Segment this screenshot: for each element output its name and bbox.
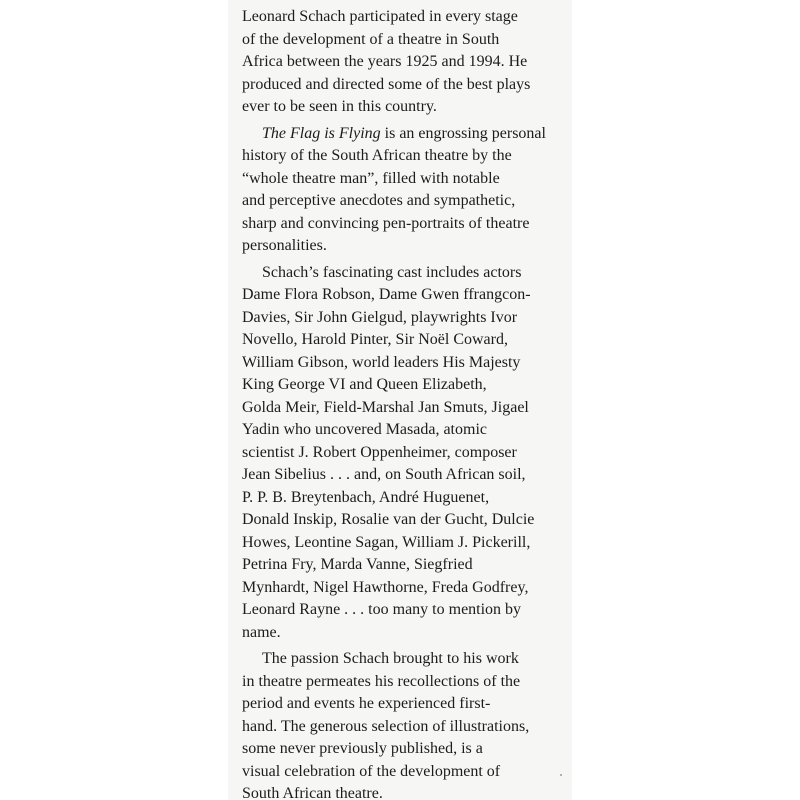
text-line: Davies, Sir John Gielgud, playwrights Ivor	[242, 308, 518, 326]
text-line: P. P. B. Breytenbach, André Huguenet,	[242, 488, 490, 506]
text-line: hand. The generous selection of illustrations,	[242, 717, 530, 735]
paragraph-cast	[242, 262, 564, 645]
text-line: Novello, Harold Pinter, Sir Noël Coward,	[242, 331, 508, 348]
paragraph-passion	[242, 648, 564, 800]
text-line: Golda Meir, Field-Marshal Jan Smuts, Jigael	[242, 398, 529, 416]
book-cover-flap	[228, 0, 572, 800]
text-fragment: is an engrossing personal	[380, 124, 546, 142]
text-line: Africa between the years 1925 and 1994. He	[242, 53, 528, 70]
text-line: Mynhardt, Nigel Hawthorne, Freda Godfrey,	[242, 578, 529, 596]
text-line: King George VI and Queen Elizabeth,	[242, 376, 487, 393]
text-line: and perceptive anecdotes and sympathetic,	[242, 192, 516, 209]
text-line: Donald Inskip, Rosalie van der Gucht, Dulcie	[242, 511, 535, 528]
text-line: Schach’s fascinating cast includes actors	[262, 263, 522, 281]
paragraph-book-description	[242, 123, 564, 258]
text-line: produced and directed some of the best plays	[242, 75, 531, 93]
blurb-text	[242, 6, 564, 800]
paragraph-intro	[242, 6, 564, 119]
text-line: personalities.	[242, 237, 327, 254]
text-line: scientist J. Robert Oppenheimer, composer	[242, 443, 517, 461]
text-line: period and events he experienced first-	[242, 695, 491, 712]
text-line: Howes, Leontine Sagan, William J. Pickerill,	[242, 533, 531, 551]
text-line	[242, 123, 564, 146]
text-line: William Gibson, world leaders His Majesty	[242, 353, 521, 371]
book-title: The Flag is Flying	[262, 124, 381, 142]
text-line: sharp and convincing pen-portraits of theatre	[242, 214, 530, 232]
text-line: of the development of a theatre in South	[242, 30, 500, 48]
text-line: South African theatre.	[242, 785, 383, 800]
text-line: The passion Schach brought to his work	[262, 650, 519, 667]
text-line: history of the South African theatre by the	[242, 147, 512, 164]
text-line: in theatre permeates his recollections of the	[242, 672, 521, 690]
text-line: name.	[242, 623, 281, 641]
text-line: some never previously published, is a	[242, 740, 483, 757]
text-line: ever to be seen in this country.	[242, 98, 437, 115]
text-line: Leonard Rayne . . . too many to mention by	[242, 601, 522, 618]
text-line: “whole theatre man”, filled with notable	[242, 169, 500, 187]
text-line: Dame Flora Robson, Dame Gwen ffrangcon-	[242, 286, 531, 303]
text-line: Yadin who uncovered Masada, atomic	[242, 421, 487, 438]
text-line: visual celebration of the development of	[242, 762, 501, 780]
text-line: Leonard Schach participated in every stage	[242, 8, 518, 25]
paper-speck	[560, 774, 562, 776]
text-line: Petrina Fry, Marda Vanne, Siegfried	[242, 556, 473, 573]
text-line: Jean Sibelius . . . and, on South African soil,	[242, 466, 526, 483]
